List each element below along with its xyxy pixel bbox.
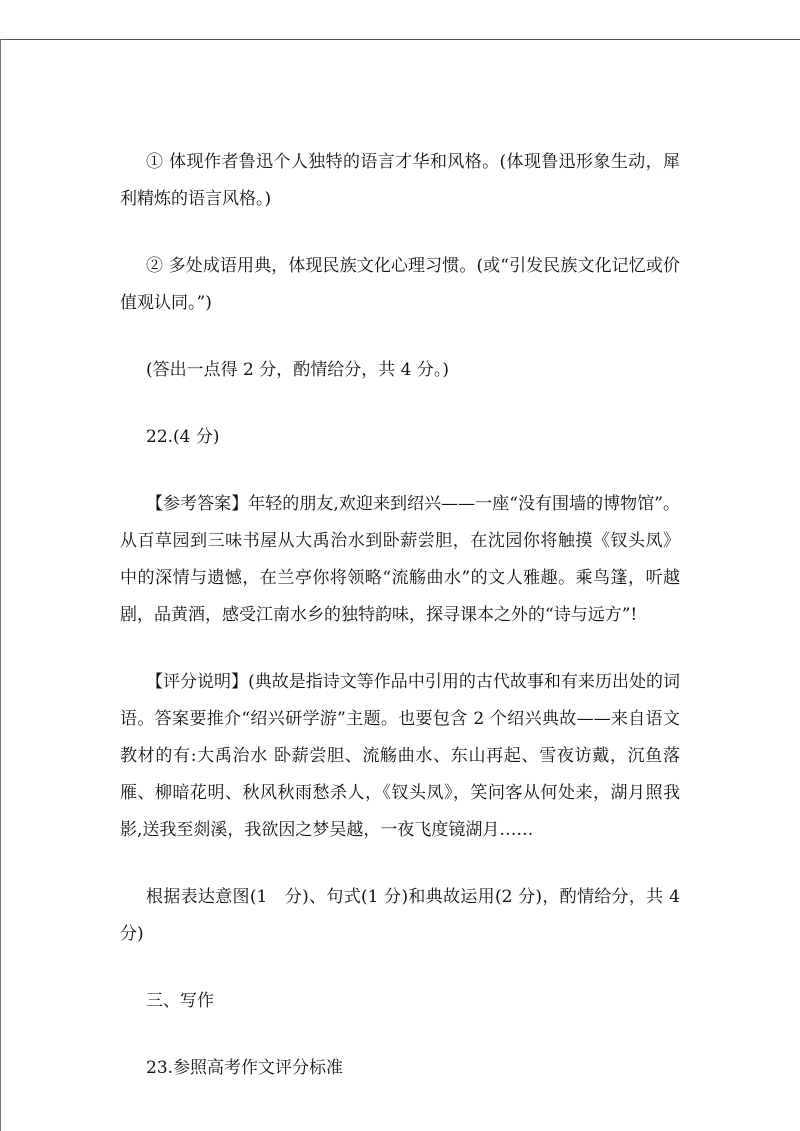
- document-body: [120, 144, 686, 1087]
- section-writing-heading: 三、写作: [146, 991, 214, 1011]
- answer-point-1: ① 体现作者鲁迅个人独特的语言才华和风格。(体现鲁迅形象生动，犀利精炼的语言风格。): [120, 152, 680, 209]
- question-22-heading: 22.(4 分): [146, 427, 220, 447]
- page-left-border: [0, 39, 1, 1131]
- reference-answer: 【参考答案】年轻的朋友,欢迎来到绍兴——一座“没有围墙的博物馆”。从百草园到三味书屋从大禹治水到卧薪尝胆，在沈园你将触摸《钗头凤》中的深情与遗憾，在兰亭你将领略“流觞曲水”的文人雅趣。乘鸟篷，听越剧，品黄酒，感受江南水乡的独特韵味，探寻课本之外的“诗与远方”!: [120, 494, 680, 625]
- scoring-criteria: 根据表达意图(1 分)、句式(1 分)和典故运用(2 分)，酌情给分，共 4 分): [120, 887, 686, 944]
- page-top-border: [0, 39, 800, 40]
- scoring-note-21: (答出一点得 2 分，酌情给分，共 4 分。): [146, 360, 450, 380]
- scoring-explanation: 【评分说明】(典故是指诗文等作品中引用的古代故事和有来历出处的词语。答案要推介“绍兴研学游”主题。也要包含 2 个绍兴典故——来自语文教材的有:大禹治水 卧薪尝胆、流觞曲水、东山再起、雪夜访戴，沉鱼落雁、柳暗花明、秋风秋雨愁杀人，《钗头凤》，笑问客从何处来，湖月照我影,送我至剡溪，我欲因之梦吴越，一夜飞度镜湖月……: [120, 672, 680, 840]
- question-23: 23.参照高考作文评分标准: [146, 1058, 344, 1078]
- answer-point-2: ② 多处成语用典，体现民族文化心理习惯。(或“引发民族文化记忆或价值观认同。”): [120, 256, 680, 313]
